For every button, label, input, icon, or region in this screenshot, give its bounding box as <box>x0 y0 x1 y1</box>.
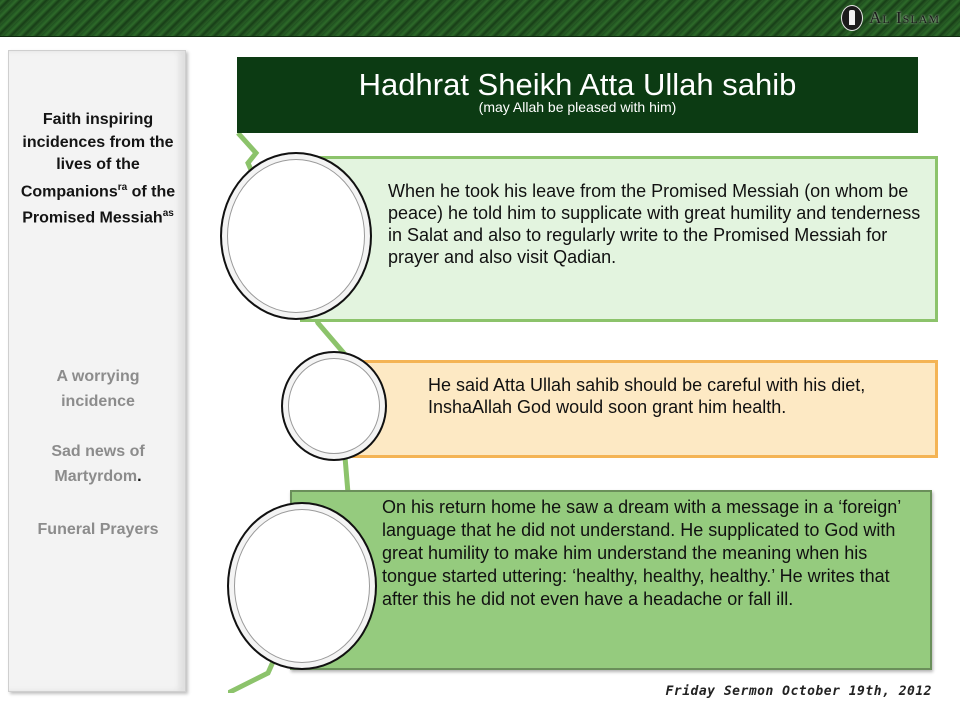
card-2-circle-icon <box>281 351 387 461</box>
sidebar-item-suffix: . <box>137 468 142 485</box>
incident-text-3: On his return home he saw a dream with a message in a ‘foreign’ language that he did not understand. He supplicated to God with great humility to make him understand the meaning when his tongue started uttering: ‘healthy, healthy, healthy.’ He writes that after this he did not even have a headache or fall ill. <box>382 497 901 609</box>
sidebar-title <box>19 109 177 230</box>
incident-text-1: When he took his leave from the Promised Messiah (on whom be peace) he told him to supplicate with great humility and tenderness in Salat and also to regularly write to the Promised Messiah for prayer and also visit Qadian. <box>388 181 921 267</box>
sidebar-title-sup1: ra <box>117 181 128 193</box>
brand[interactable] <box>841 5 940 31</box>
sidebar-item-label: A worrying incidence <box>56 368 140 410</box>
sidebar-title-sup2: as <box>162 208 174 220</box>
page-subtitle: (may Allah be pleased with him) <box>478 99 677 115</box>
sidebar-item-funeral-prayers[interactable] <box>19 517 177 542</box>
page-title: Hadhrat Sheikh Atta Ullah sahib <box>358 67 797 102</box>
sidebar <box>8 50 186 692</box>
sidebar-title-part1: Faith inspiring incidences from the lives of the Companions <box>20 111 174 200</box>
slide-header <box>237 57 918 133</box>
sidebar-item-sad-news[interactable] <box>19 439 177 489</box>
card-3-circle-icon <box>227 502 377 670</box>
top-banner <box>0 0 960 37</box>
incident-text-2: He said Atta Ullah sahib should be careful with his diet, InshaAllah God would soon grant him health. <box>428 375 866 417</box>
sidebar-item-label: Funeral Prayers <box>37 521 159 538</box>
sidebar-title-part2: of the Promised Messiah <box>22 182 176 227</box>
sidebar-item-worrying-incidence[interactable] <box>19 364 177 414</box>
footer-sermon-date: Friday Sermon October 19th, 2012 <box>665 684 932 699</box>
card-1-circle-icon <box>220 152 372 320</box>
minaret-logo-icon <box>841 5 863 31</box>
brand-name: Al Islam <box>869 8 940 27</box>
sidebar-item-label: Sad news of Martyrdom <box>51 443 145 485</box>
